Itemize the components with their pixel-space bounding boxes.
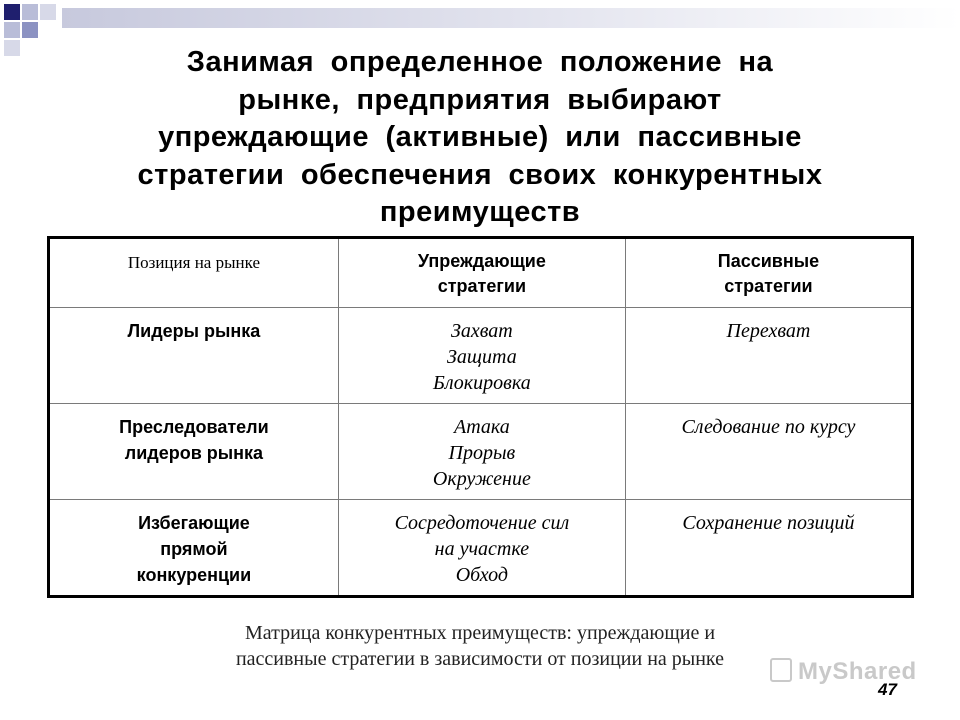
header-position: [49, 238, 339, 308]
page-number: 47: [878, 680, 897, 699]
strategy-matrix-table: [47, 236, 914, 598]
header-passive: [625, 238, 912, 308]
table-header-row: [49, 238, 913, 308]
row-passive: [625, 404, 912, 500]
strategy-item: Окружение: [432, 468, 531, 490]
row-position: [49, 404, 339, 500]
row-proactive: [338, 308, 625, 404]
title-line: рынке, предприятия выбирают: [238, 83, 722, 116]
title-line: преимуществ: [379, 196, 581, 228]
header-passive-line: стратегии: [724, 276, 813, 296]
row-passive: [625, 308, 912, 404]
row-position-line: прямой: [160, 539, 228, 559]
watermark-logo-icon: [770, 658, 792, 682]
header-proactive-line: Упреждающие: [417, 251, 546, 271]
row-position: [49, 308, 339, 404]
row-proactive: [338, 500, 625, 597]
row-position-line: Лидеры рынка: [127, 321, 261, 341]
title-line: Занимая определенное положение на: [186, 46, 774, 78]
title-line: стратегии обеспечения своих конкурентных: [137, 158, 823, 191]
header-passive-line: Пассивные: [717, 251, 820, 271]
strategy-item: Захват: [450, 320, 513, 342]
header-proactive: [338, 238, 625, 308]
strategy-item: Сосредоточение сил: [394, 512, 570, 534]
strategy-item: Обход: [455, 564, 509, 586]
header-position-label: Позиция на рынке: [127, 253, 260, 272]
strategy-item: Блокировка: [433, 372, 531, 394]
row-position: [49, 500, 339, 597]
caption-line: Матрица конкурентных преимуществ: упреждающие и: [244, 622, 716, 644]
strategy-item: Защита: [447, 346, 517, 368]
strategy-item: Следование по курсу: [681, 416, 856, 438]
row-proactive: [338, 404, 625, 500]
watermark-text: MyShared: [798, 658, 917, 685]
caption-line: пассивные стратегии в зависимости от позиции на рынке: [235, 648, 725, 670]
strategy-item: Атака: [453, 416, 510, 438]
row-position-line: Избегающие: [138, 513, 250, 533]
strategy-item: на участке: [434, 538, 530, 560]
slide-title: [40, 44, 920, 232]
table-row: [49, 404, 913, 500]
strategy-item: Перехват: [726, 320, 811, 342]
strategy-item: Сохранение позиций: [682, 512, 855, 534]
row-passive: [625, 500, 912, 597]
header-bar: [62, 8, 960, 28]
row-position-line: конкуренции: [136, 565, 252, 585]
title-line: упреждающие (активные) или пассивные: [158, 121, 802, 153]
strategy-item: Прорыв: [448, 442, 516, 464]
row-position-line: Преследователи: [119, 417, 269, 437]
row-position-line: лидеров рынка: [124, 443, 264, 463]
table-row: [49, 308, 913, 404]
table-row: [49, 500, 913, 597]
header-proactive-line: стратегии: [437, 276, 527, 296]
